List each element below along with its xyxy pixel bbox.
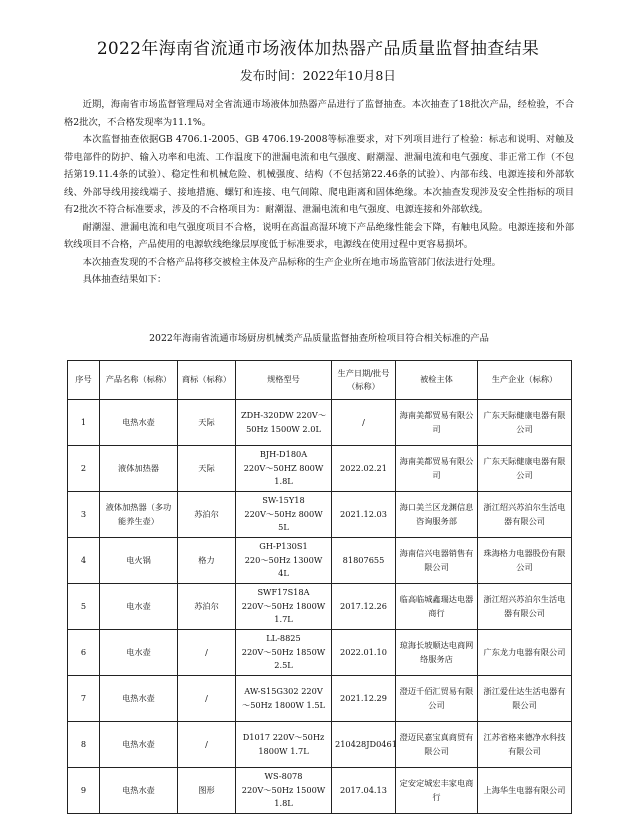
cell-brand: 格力 [178,538,236,584]
cell-inspected: 临高临城鑫瑞达电器商行 [396,584,478,630]
cell-brand: / [178,676,236,722]
paragraph: 本次抽查发现的不合格产品将移交被检主体及产品标称的生产企业所在地市场监管部门依法进行处理。 [82,256,501,268]
cell-product: 电火锅 [100,538,178,584]
cell-inspected: 海口美兰区龙渊信息咨询服务部 [396,492,478,538]
cell-brand: / [178,630,236,676]
header-cell: 产品名称（标称） [100,361,178,400]
table-row [68,722,572,768]
table-row [68,676,572,722]
cell-product: 电热水壶 [100,722,178,768]
cell-model: LL-8825 220V～50Hz 1850W 2.5L [236,630,332,676]
cell-date: 2022.02.21 [332,446,396,492]
cell-model: SW-15Y18 220V～50Hz 800W 5L [236,492,332,538]
cell-brand: / [178,722,236,768]
paragraph: 具体抽查结果如下： [82,274,167,285]
cell-model: WS-8078 220V～50Hz 1500W 1.8L [236,768,332,814]
paragraph: 耐潮湿、泄漏电流和电气强度项目不合格，说明在高温高湿环境下产品绝缘性能会下降，有触电风险。电源连接和外部软线项目不合格，产品使用的电源软线绝缘层厚度低于标准要求，电源线在使用过程中更容易损坏。 [64,221,574,250]
cell-brand: 苏泊尔 [178,492,236,538]
cell-brand: 天际 [178,400,236,446]
cell-inspected: 海南美都贸易有限公司 [396,400,478,446]
cell-date: 2022.01.10 [332,630,396,676]
cell-brand: 图形 [178,768,236,814]
header-cell: 规格型号 [236,361,332,400]
cell-product: 电热水壶 [100,400,178,446]
cell-brand: 天际 [178,446,236,492]
table-row [68,400,572,446]
cell-product: 电热水壶 [100,676,178,722]
header-cell: 序号 [68,361,100,400]
paragraph: 近期，海南省市场监督管理局对全省流通市场液体加热器产品进行了监督抽查。本次抽查了18批次产品，经检验，不合格2批次，不合格发现率为11.1%。 [64,99,574,128]
table-caption: 2022年海南省流通市场厨房机械类产品质量监督抽查所检项目符合相关标准的产品 [149,333,489,344]
cell-inspected: 海南信兴电器销售有限公司 [396,538,478,584]
cell-manufacturer: 广东天际健康电器有限公司 [478,446,572,492]
cell-model: BJH-D180A 220V～50HZ 800W 1.8L [236,446,332,492]
cell-index: 1 [68,400,100,446]
document-title: 2022年海南省流通市场液体加热器产品质量监督抽查结果 [96,39,540,59]
cell-manufacturer: 广东天际健康电器有限公司 [478,400,572,446]
cell-product: 电水壶 [100,630,178,676]
table-row [68,446,572,492]
cell-product: 电水壶 [100,584,178,630]
cell-date: 81807655 [332,538,396,584]
cell-date: 2021.12.03 [332,492,396,538]
cell-index: 8 [68,722,100,768]
cell-inspected: 琼海长坡顺达电商网络服务店 [396,630,478,676]
cell-brand: 苏泊尔 [178,584,236,630]
cell-manufacturer: 浙江爱仕达生活电器有限公司 [478,676,572,722]
header-cell: 被检主体 [396,361,478,400]
cell-manufacturer: 上海华生电器有限公司 [478,768,572,814]
cell-model: ZDH-320DW 220V～ 50Hz 1500W 2.0L [236,400,332,446]
table-header-row [68,361,572,400]
cell-manufacturer: 珠海格力电器股份有限公司 [478,538,572,584]
cell-model: GH-P130S1 220～50Hz 1300W 4L [236,538,332,584]
cell-manufacturer: 江苏省格来德净水科技有限公司 [478,722,572,768]
paragraph: 本次监督抽查依据GB 4706.1-2005、GB 4706.19-2008等标准要求，对下列项目进行了检验：标志和说明、对触及带电部件的防护、输入功率和电流、工作温度下的泄漏电流和电气强度、耐潮湿、泄漏电流和电气强度、非正常工作（不包括第19.11.4条的试验）、稳定性和机械危险、机械强度、结构（不包括第22.46条的试验）、内部布线、电源连接和外部软线、外部导线用接线端子、接地措施、螺钉和连接、电气间隙、爬电距离和固体绝缘。本次抽查发现涉及安全性指标的项目有2批次不符合标准要求，涉及的不合格项目为：耐潮湿、泄漏电流和电气强度、电源连接和外部软线。 [64,134,574,215]
header-cell: 生产日期/批号（标称） [332,361,396,400]
cell-index: 9 [68,768,100,814]
cell-model: SWF17S18A 220V～50Hz 1800W 1.7L [236,584,332,630]
cell-manufacturer: 广东龙力电器有限公司 [478,630,572,676]
cell-date: / [332,400,396,446]
document-body [64,96,574,289]
cell-date: 2017.12.26 [332,584,396,630]
cell-date: 2021.12.29 [332,676,396,722]
table-row [68,768,572,814]
cell-index: 4 [68,538,100,584]
cell-index: 5 [68,584,100,630]
cell-product: 电热水壶 [100,768,178,814]
table-body [68,400,572,814]
cell-model: AW-S15G302 220V ～50Hz 1800W 1.5L [236,676,332,722]
table-row [68,630,572,676]
cell-inspected: 定安定城宏丰家电商行 [396,768,478,814]
cell-manufacturer: 浙江绍兴苏泊尔生活电器有限公司 [478,584,572,630]
cell-date: 2017.04.13 [332,768,396,814]
cell-inspected: 澄迈民嘉宝真商贸有限公司 [396,722,478,768]
cell-manufacturer: 浙江绍兴苏泊尔生活电器有限公司 [478,492,572,538]
table-row [68,584,572,630]
cell-product: 液体加热器（多功能养生壶） [100,492,178,538]
cell-date: 210428JD0461 [332,722,396,768]
header-cell: 生产企业（标称） [478,361,572,400]
table-row [68,538,572,584]
results-table [67,360,572,814]
cell-index: 7 [68,676,100,722]
cell-index: 3 [68,492,100,538]
cell-index: 6 [68,630,100,676]
table-row [68,492,572,538]
header-cell: 商标（标称） [178,361,236,400]
cell-inspected: 澄迈千佰汇贸易有限公司 [396,676,478,722]
cell-index: 2 [68,446,100,492]
cell-inspected: 海南美都贸易有限公司 [396,446,478,492]
publish-date: 发布时间：2022年10月8日 [240,68,396,83]
cell-model: D1017 220V～50Hz 1800W 1.7L [236,722,332,768]
cell-product: 液体加热器 [100,446,178,492]
